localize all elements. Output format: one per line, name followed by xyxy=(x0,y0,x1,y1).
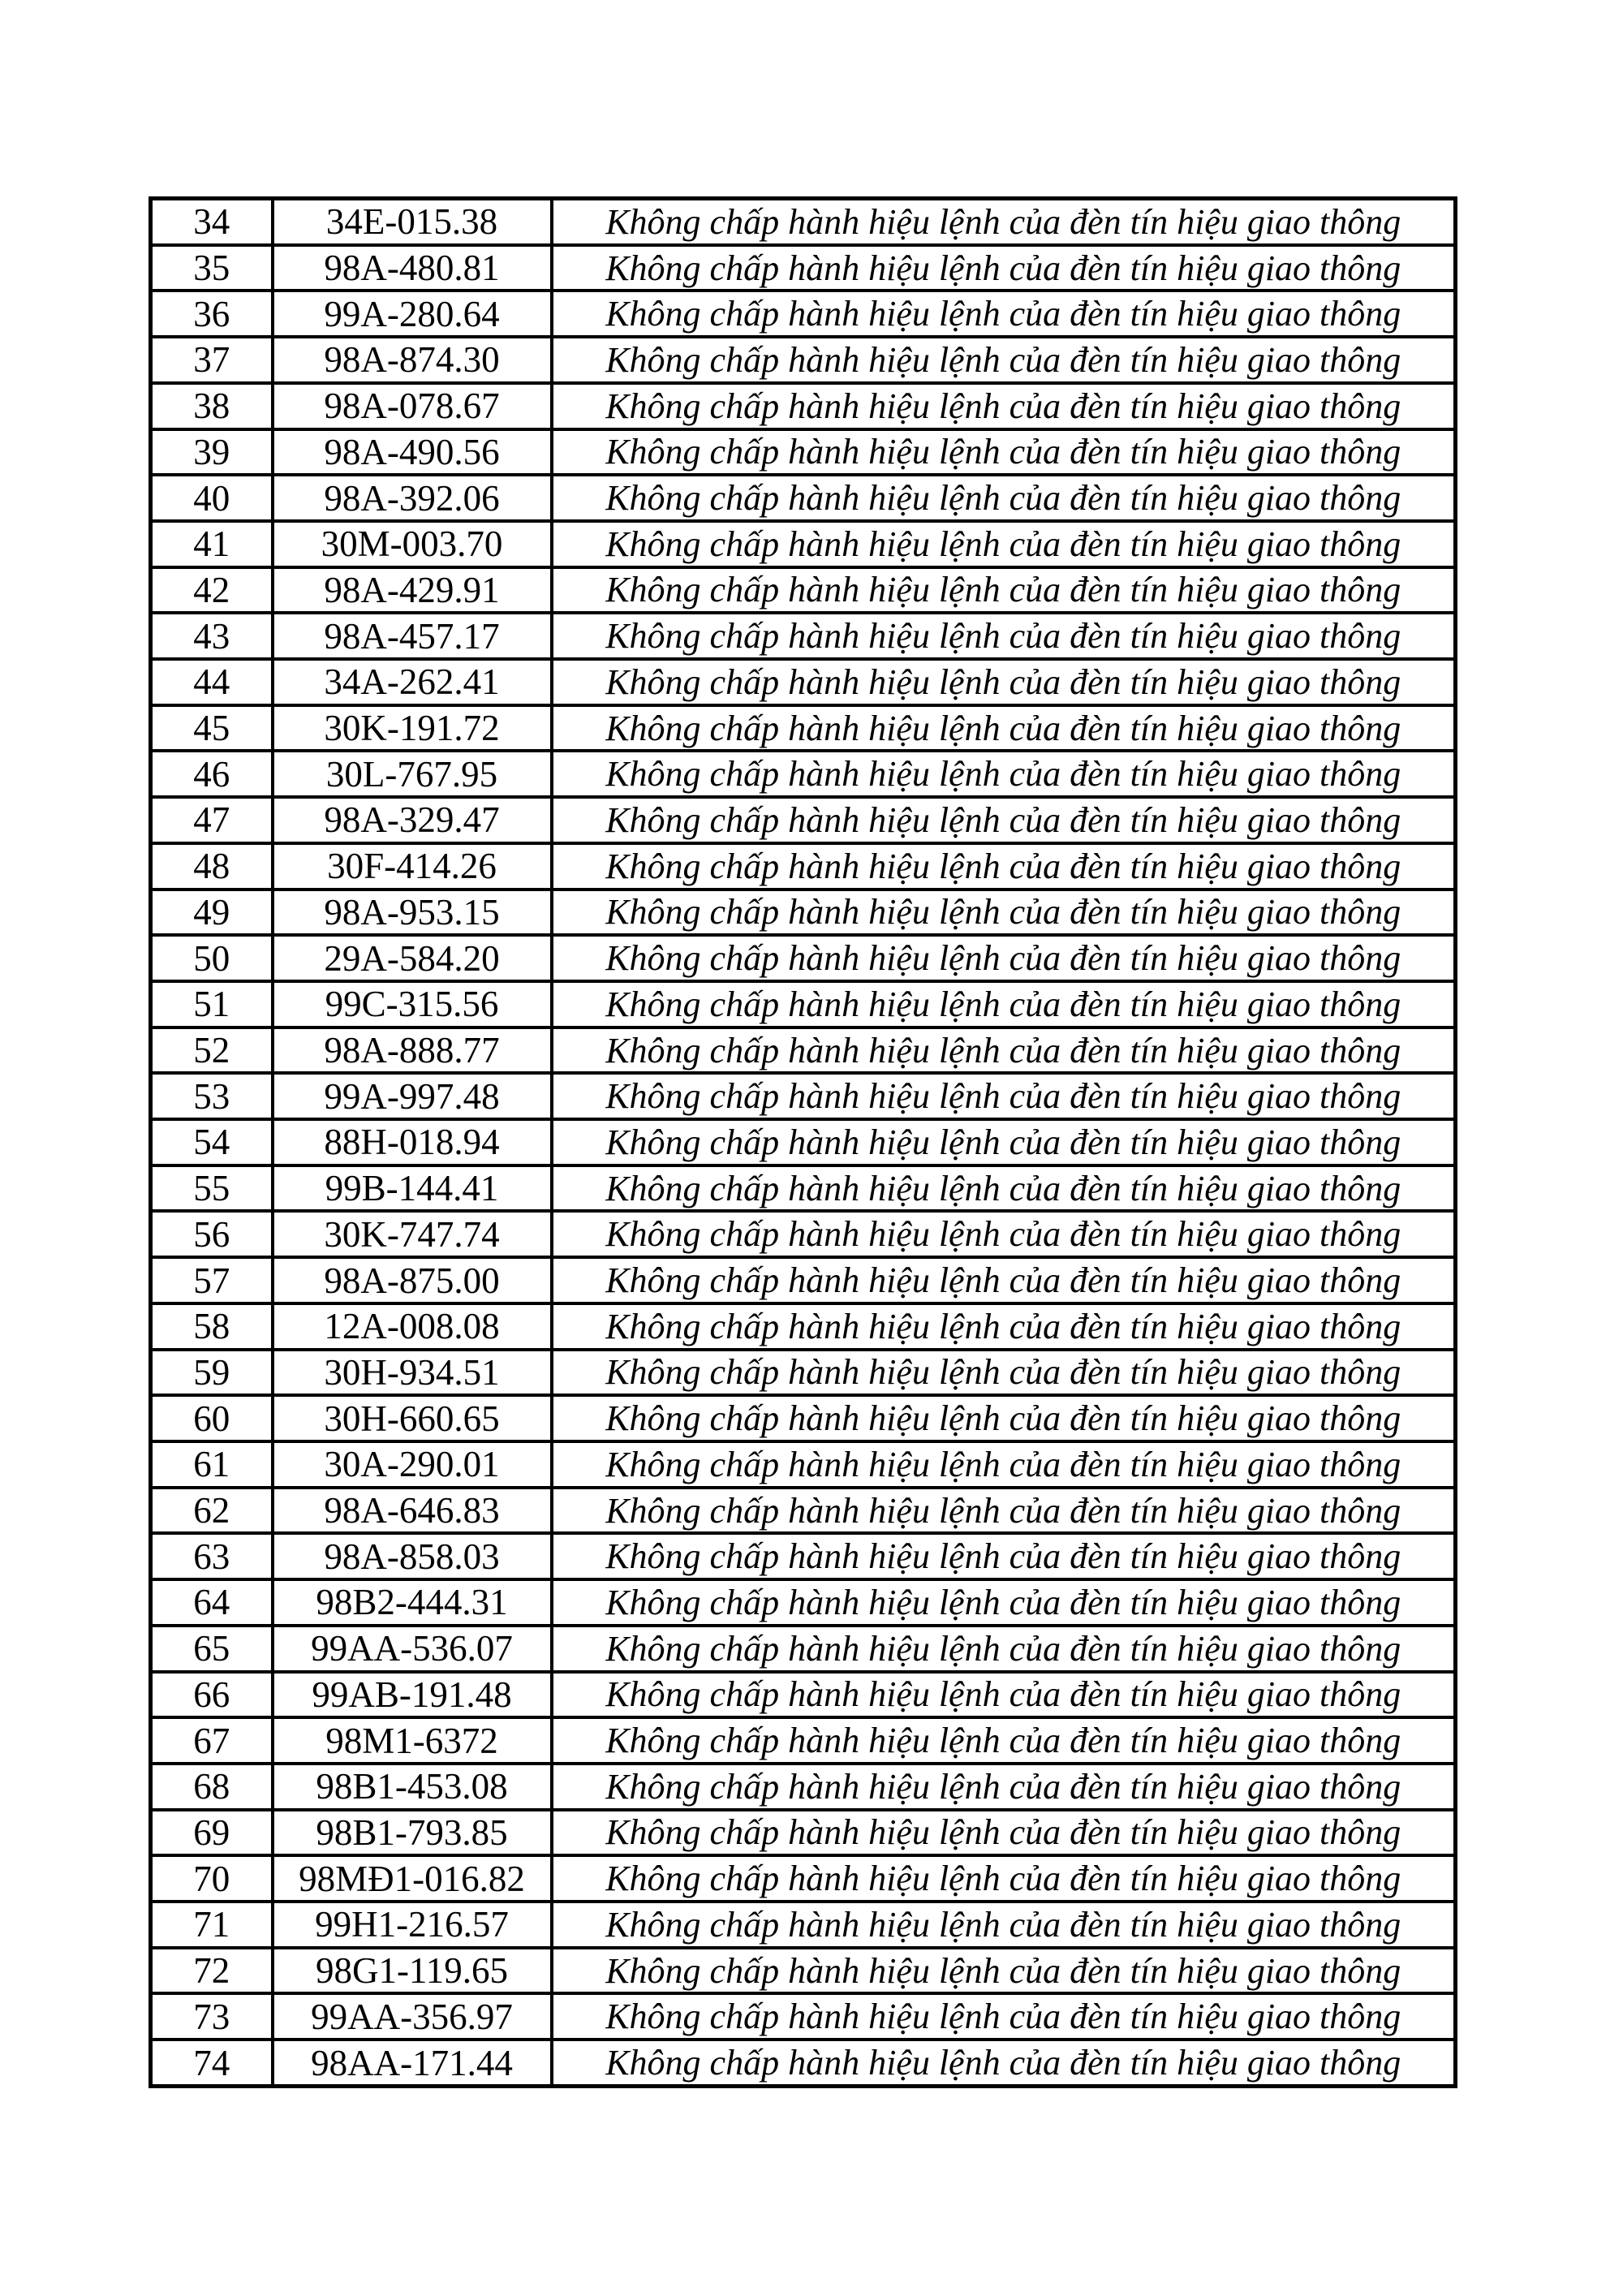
table-row xyxy=(151,1993,1456,2040)
table-row xyxy=(151,843,1456,890)
violation-table xyxy=(149,196,1457,2088)
row-number-cell: 74 xyxy=(151,2040,273,2086)
plate-cell: 30K-747.74 xyxy=(273,1211,552,1257)
plate-cell: 30H-934.51 xyxy=(273,1350,552,1396)
table-row xyxy=(151,1579,1456,1626)
violation-cell: Không chấp hành hiệu lệnh của đèn tín hiệu giao thông xyxy=(552,475,1456,521)
row-number-cell: 67 xyxy=(151,1717,273,1764)
table-row xyxy=(151,1350,1456,1396)
table-row xyxy=(151,1165,1456,1212)
plate-cell: 12A-008.08 xyxy=(273,1303,552,1350)
violation-cell: Không chấp hành hiệu lệnh của đèn tín hiệu giao thông xyxy=(552,751,1456,797)
violation-cell: Không chấp hành hiệu lệnh của đèn tín hiệu giao thông xyxy=(552,1211,1456,1257)
violation-cell: Không chấp hành hiệu lệnh của đèn tín hiệu giao thông xyxy=(552,1350,1456,1396)
plate-cell: 98A-490.56 xyxy=(273,429,552,476)
plate-cell: 98B1-453.08 xyxy=(273,1764,552,1810)
row-number-cell: 72 xyxy=(151,1948,273,1994)
plate-cell: 30M-003.70 xyxy=(273,521,552,567)
table-row xyxy=(151,1626,1456,1672)
violation-cell: Không chấp hành hiệu lệnh của đèn tín hiệu giao thông xyxy=(552,1948,1456,1994)
violation-cell: Không chấp hành hiệu lệnh của đèn tín hiệu giao thông xyxy=(552,1993,1456,2040)
table-row xyxy=(151,383,1456,429)
row-number-cell: 47 xyxy=(151,797,273,843)
table-row xyxy=(151,613,1456,659)
row-number-cell: 62 xyxy=(151,1488,273,1534)
plate-cell: 34A-262.41 xyxy=(273,659,552,705)
table-row xyxy=(151,1073,1456,1119)
row-number-cell: 65 xyxy=(151,1626,273,1672)
plate-cell: 98M1-6372 xyxy=(273,1717,552,1764)
plate-cell: 98A-646.83 xyxy=(273,1488,552,1534)
table-row xyxy=(151,1902,1456,1948)
row-number-cell: 50 xyxy=(151,935,273,981)
plate-cell: 98A-875.00 xyxy=(273,1257,552,1303)
violation-cell: Không chấp hành hiệu lệnh của đèn tín hiệu giao thông xyxy=(552,1764,1456,1810)
table-row xyxy=(151,1395,1456,1441)
plate-cell: 30A-290.01 xyxy=(273,1441,552,1488)
table-row xyxy=(151,981,1456,1027)
table-row xyxy=(151,1441,1456,1488)
row-number-cell: 35 xyxy=(151,245,273,291)
violation-cell: Không chấp hành hiệu lệnh của đèn tín hiệu giao thông xyxy=(552,383,1456,429)
violation-cell: Không chấp hành hiệu lệnh của đèn tín hiệu giao thông xyxy=(552,981,1456,1027)
plate-cell: 29A-584.20 xyxy=(273,935,552,981)
row-number-cell: 56 xyxy=(151,1211,273,1257)
violation-cell: Không chấp hành hiệu lệnh của đèn tín hiệu giao thông xyxy=(552,199,1456,245)
violation-cell: Không chấp hành hiệu lệnh của đèn tín hiệu giao thông xyxy=(552,1303,1456,1350)
row-number-cell: 41 xyxy=(151,521,273,567)
table-row xyxy=(151,1488,1456,1534)
violation-cell: Không chấp hành hiệu lệnh của đèn tín hiệu giao thông xyxy=(552,1027,1456,1074)
plate-cell: 99B-144.41 xyxy=(273,1165,552,1212)
row-number-cell: 43 xyxy=(151,613,273,659)
row-number-cell: 48 xyxy=(151,843,273,890)
violation-cell: Không chấp hành hiệu lệnh của đèn tín hiệu giao thông xyxy=(552,1119,1456,1165)
violation-cell: Không chấp hành hiệu lệnh của đèn tín hiệu giao thông xyxy=(552,1855,1456,1902)
plate-cell: 99AB-191.48 xyxy=(273,1672,552,1718)
plate-cell: 98A-953.15 xyxy=(273,890,552,936)
table-row xyxy=(151,659,1456,705)
row-number-cell: 58 xyxy=(151,1303,273,1350)
violation-cell: Không chấp hành hiệu lệnh của đèn tín hiệu giao thông xyxy=(552,935,1456,981)
row-number-cell: 68 xyxy=(151,1764,273,1810)
row-number-cell: 71 xyxy=(151,1902,273,1948)
violation-cell: Không chấp hành hiệu lệnh của đèn tín hiệu giao thông xyxy=(552,1672,1456,1718)
table-row xyxy=(151,935,1456,981)
table-row xyxy=(151,1717,1456,1764)
row-number-cell: 70 xyxy=(151,1855,273,1902)
violation-cell: Không chấp hành hiệu lệnh của đèn tín hiệu giao thông xyxy=(552,1165,1456,1212)
table-row xyxy=(151,751,1456,797)
violation-cell: Không chấp hành hiệu lệnh của đèn tín hiệu giao thông xyxy=(552,705,1456,752)
plate-cell: 99A-997.48 xyxy=(273,1073,552,1119)
violation-cell: Không chấp hành hiệu lệnh của đèn tín hiệu giao thông xyxy=(552,1395,1456,1441)
row-number-cell: 55 xyxy=(151,1165,273,1212)
violation-cell: Không chấp hành hiệu lệnh của đèn tín hiệu giao thông xyxy=(552,890,1456,936)
row-number-cell: 51 xyxy=(151,981,273,1027)
row-number-cell: 46 xyxy=(151,751,273,797)
violation-cell: Không chấp hành hiệu lệnh của đèn tín hiệu giao thông xyxy=(552,1441,1456,1488)
row-number-cell: 44 xyxy=(151,659,273,705)
row-number-cell: 45 xyxy=(151,705,273,752)
row-number-cell: 38 xyxy=(151,383,273,429)
plate-cell: 98A-874.30 xyxy=(273,337,552,383)
row-number-cell: 59 xyxy=(151,1350,273,1396)
violation-cell: Không chấp hành hiệu lệnh của đèn tín hiệu giao thông xyxy=(552,659,1456,705)
violation-cell: Không chấp hành hiệu lệnh của đèn tín hiệu giao thông xyxy=(552,567,1456,614)
violation-cell: Không chấp hành hiệu lệnh của đèn tín hiệu giao thông xyxy=(552,521,1456,567)
violation-table-body xyxy=(151,199,1456,2087)
plate-cell: 30L-767.95 xyxy=(273,751,552,797)
table-row xyxy=(151,1948,1456,1994)
table-row xyxy=(151,245,1456,291)
plate-cell: 99AA-536.07 xyxy=(273,1626,552,1672)
table-row xyxy=(151,705,1456,752)
plate-cell: 30H-660.65 xyxy=(273,1395,552,1441)
table-row xyxy=(151,1855,1456,1902)
plate-cell: 30K-191.72 xyxy=(273,705,552,752)
table-row xyxy=(151,1764,1456,1810)
plate-cell: 98G1-119.65 xyxy=(273,1948,552,1994)
violation-cell: Không chấp hành hiệu lệnh của đèn tín hiệu giao thông xyxy=(552,1579,1456,1626)
table-row xyxy=(151,890,1456,936)
table-row xyxy=(151,1211,1456,1257)
plate-cell: 98A-888.77 xyxy=(273,1027,552,1074)
row-number-cell: 52 xyxy=(151,1027,273,1074)
table-row xyxy=(151,475,1456,521)
table-row xyxy=(151,567,1456,614)
violation-cell: Không chấp hành hiệu lệnh của đèn tín hiệu giao thông xyxy=(552,1626,1456,1672)
row-number-cell: 34 xyxy=(151,199,273,245)
violation-cell: Không chấp hành hiệu lệnh của đèn tín hiệu giao thông xyxy=(552,1073,1456,1119)
row-number-cell: 69 xyxy=(151,1810,273,1856)
plate-cell: 30F-414.26 xyxy=(273,843,552,890)
violation-cell: Không chấp hành hiệu lệnh của đèn tín hiệu giao thông xyxy=(552,613,1456,659)
violation-cell: Không chấp hành hiệu lệnh của đèn tín hiệu giao thông xyxy=(552,1257,1456,1303)
row-number-cell: 49 xyxy=(151,890,273,936)
violation-cell: Không chấp hành hiệu lệnh của đèn tín hiệu giao thông xyxy=(552,1902,1456,1948)
row-number-cell: 64 xyxy=(151,1579,273,1626)
table-row xyxy=(151,1672,1456,1718)
plate-cell: 98MĐ1-016.82 xyxy=(273,1855,552,1902)
violation-cell: Không chấp hành hiệu lệnh của đèn tín hiệu giao thông xyxy=(552,797,1456,843)
plate-cell: 98A-392.06 xyxy=(273,475,552,521)
plate-cell: 99AA-356.97 xyxy=(273,1993,552,2040)
plate-cell: 98B2-444.31 xyxy=(273,1579,552,1626)
row-number-cell: 60 xyxy=(151,1395,273,1441)
violation-cell: Không chấp hành hiệu lệnh của đèn tín hiệu giao thông xyxy=(552,1533,1456,1579)
row-number-cell: 57 xyxy=(151,1257,273,1303)
table-row xyxy=(151,1119,1456,1165)
row-number-cell: 73 xyxy=(151,1993,273,2040)
table-row xyxy=(151,1257,1456,1303)
table-row xyxy=(151,1533,1456,1579)
row-number-cell: 37 xyxy=(151,337,273,383)
table-row xyxy=(151,1027,1456,1074)
violation-cell: Không chấp hành hiệu lệnh của đèn tín hiệu giao thông xyxy=(552,843,1456,890)
row-number-cell: 40 xyxy=(151,475,273,521)
violation-cell: Không chấp hành hiệu lệnh của đèn tín hiệu giao thông xyxy=(552,429,1456,476)
row-number-cell: 53 xyxy=(151,1073,273,1119)
plate-cell: 98A-858.03 xyxy=(273,1533,552,1579)
plate-cell: 99H1-216.57 xyxy=(273,1902,552,1948)
row-number-cell: 36 xyxy=(151,291,273,337)
table-row xyxy=(151,1303,1456,1350)
row-number-cell: 63 xyxy=(151,1533,273,1579)
violation-cell: Không chấp hành hiệu lệnh của đèn tín hiệu giao thông xyxy=(552,1488,1456,1534)
violation-cell: Không chấp hành hiệu lệnh của đèn tín hiệu giao thông xyxy=(552,337,1456,383)
table-row xyxy=(151,291,1456,337)
table-row xyxy=(151,797,1456,843)
plate-cell: 98B1-793.85 xyxy=(273,1810,552,1856)
plate-cell: 98A-457.17 xyxy=(273,613,552,659)
table-row xyxy=(151,199,1456,245)
plate-cell: 34E-015.38 xyxy=(273,199,552,245)
plate-cell: 98A-078.67 xyxy=(273,383,552,429)
row-number-cell: 42 xyxy=(151,567,273,614)
table-row xyxy=(151,521,1456,567)
row-number-cell: 39 xyxy=(151,429,273,476)
row-number-cell: 66 xyxy=(151,1672,273,1718)
row-number-cell: 61 xyxy=(151,1441,273,1488)
table-row xyxy=(151,1810,1456,1856)
plate-cell: 98A-329.47 xyxy=(273,797,552,843)
violation-cell: Không chấp hành hiệu lệnh của đèn tín hiệu giao thông xyxy=(552,291,1456,337)
plate-cell: 98A-480.81 xyxy=(273,245,552,291)
plate-cell: 98AA-171.44 xyxy=(273,2040,552,2086)
violation-cell: Không chấp hành hiệu lệnh của đèn tín hiệu giao thông xyxy=(552,245,1456,291)
table-row xyxy=(151,337,1456,383)
plate-cell: 99A-280.64 xyxy=(273,291,552,337)
violation-cell: Không chấp hành hiệu lệnh của đèn tín hiệu giao thông xyxy=(552,2040,1456,2086)
plate-cell: 99C-315.56 xyxy=(273,981,552,1027)
violation-cell: Không chấp hành hiệu lệnh của đèn tín hiệu giao thông xyxy=(552,1717,1456,1764)
table-row xyxy=(151,429,1456,476)
table-row xyxy=(151,2040,1456,2086)
violation-cell: Không chấp hành hiệu lệnh của đèn tín hiệu giao thông xyxy=(552,1810,1456,1856)
plate-cell: 88H-018.94 xyxy=(273,1119,552,1165)
row-number-cell: 54 xyxy=(151,1119,273,1165)
plate-cell: 98A-429.91 xyxy=(273,567,552,614)
